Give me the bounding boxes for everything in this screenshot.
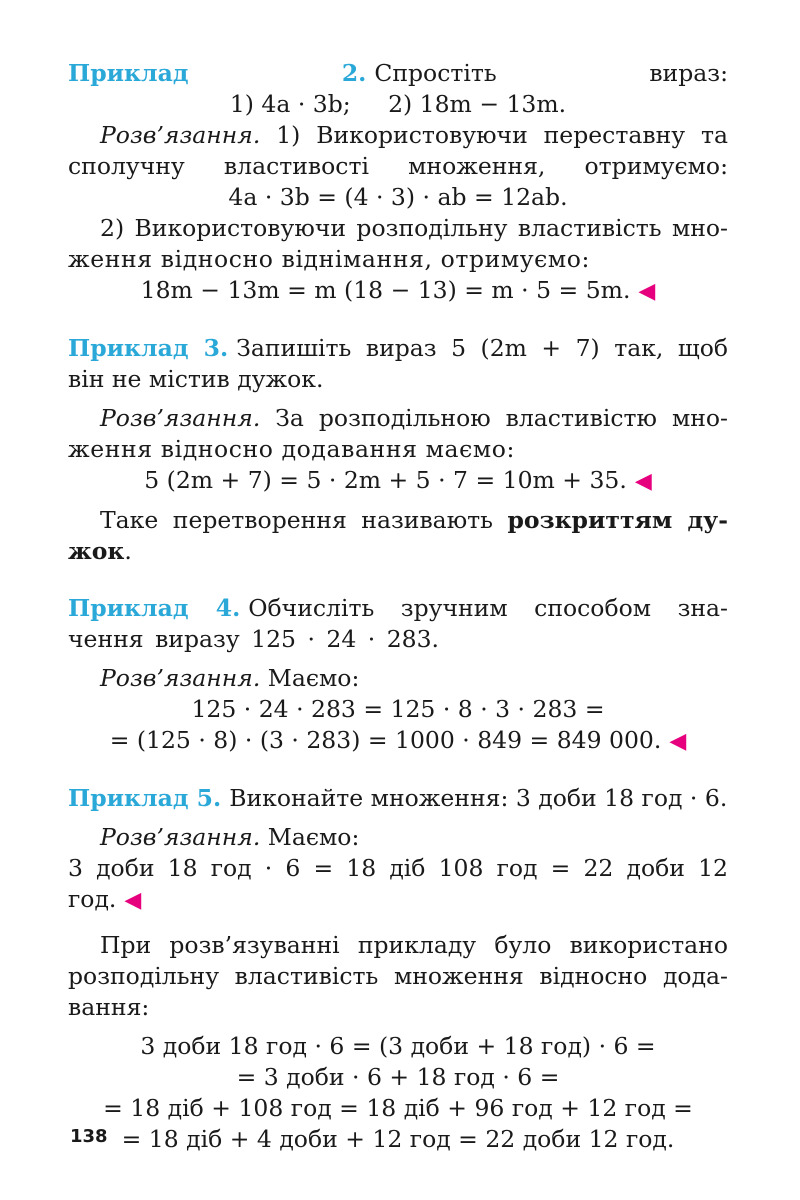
end-marker-icon: ◀ (634, 469, 652, 494)
ex2-formula1: 4a · 3b = (4 · 3) · ab = 12ab. (228, 183, 568, 211)
ex4-task1: Обчисліть зручним способом зна- (248, 594, 728, 622)
ex5-sol-line (68, 822, 728, 853)
ex2-task: Спростіть вираз: (374, 59, 728, 87)
ex5-calc2: = 3 доби · 6 + 18 год · 6 = (236, 1063, 560, 1091)
ex4-solution-label: Розв’язання. (100, 664, 261, 692)
ex3-task1: Запишіть вираз 5 (2m + 7) так, щоб (236, 334, 728, 362)
ex5-solution-label: Розв’язання. (100, 823, 261, 851)
ex4-formula2: = (125 · 8) · (3 · 283) = 1000 · 849 = 849 000. (109, 726, 662, 754)
ex3-note-term1: розкриттям ду- (507, 506, 728, 534)
ex3-sol-line1 (68, 403, 728, 434)
ex3-note-line2 (68, 536, 728, 567)
ex5-note1: При розв’язуванні прикладу було використано (100, 931, 728, 959)
ex5-sol-text: Маємо: (267, 823, 360, 851)
ex5-task: Виконайте множення: 3 доби 18 год · 6. (229, 784, 728, 812)
ex3-heading (68, 333, 728, 364)
ex3-note-end: . (124, 537, 132, 565)
ex5-formula-line (68, 853, 728, 916)
ex5-heading (68, 783, 728, 814)
ex3-note-term2: жок (68, 537, 125, 565)
ex5-note3: вання: (68, 993, 150, 1021)
ex5-calc4: = 18 діб + 4 доби + 12 год = 22 доби 12 год. (121, 1125, 675, 1153)
ex3-sol-text1: За розподільною властивістю мно- (275, 404, 728, 432)
ex3-solution-label: Розв’язання. (100, 404, 261, 432)
textbook-page (68, 58, 728, 1155)
ex3-task2: він не містив дужок. (68, 365, 324, 393)
ex2-items: 1) 4a · 3b; 2) 18m − 13m. (229, 90, 567, 118)
ex2-sol-line1 (68, 120, 728, 151)
end-marker-icon: ◀ (669, 729, 687, 754)
page-number: 138 (70, 1126, 108, 1147)
ex5-label: Приклад 5. (68, 784, 222, 812)
ex2-sol2-text2: ження відносно віднімання, отримуємо: (68, 245, 591, 273)
ex4-task2: чення виразу 125 · 24 · 283. (68, 625, 440, 653)
ex4-heading (68, 593, 728, 624)
ex2-sol1-text1: 1) Використовуючи переставну та (276, 121, 728, 149)
ex3-sol-text2: ження відносно додавання маємо: (68, 435, 515, 463)
ex2-sol1-text2: сполучну властивості множення, отримуємо: (68, 152, 728, 180)
ex3-label: Приклад 3. (68, 334, 229, 362)
ex4-formula1: 125 · 24 · 283 = 125 · 8 · 3 · 283 = (191, 695, 605, 723)
ex5-formula: 3 доби 18 год · 6 = 18 діб 108 год = 22 доби 12 год. (68, 854, 728, 913)
end-marker-icon: ◀ (124, 888, 142, 913)
end-marker-icon: ◀ (638, 279, 656, 304)
ex2-formula2-line (68, 275, 728, 307)
ex3-note-line1 (68, 505, 728, 536)
ex5-calc3: = 18 діб + 108 год = 18 діб + 96 год + 12 год = (103, 1094, 693, 1122)
ex5-calc1: 3 доби 18 год · 6 = (3 доби + 18 год) · 6 = (140, 1032, 656, 1060)
ex2-formula2: 18m − 13m = m (18 − 13) = m · 5 = 5m. (140, 276, 631, 304)
ex2-label: Приклад 2. (68, 59, 367, 87)
ex4-formula2-line (68, 725, 728, 757)
ex4-sol-line (68, 663, 728, 694)
ex3-formula-line (68, 465, 728, 497)
ex2-heading (68, 58, 728, 89)
ex4-label: Приклад 4. (68, 594, 241, 622)
ex4-sol-text: Маємо: (267, 664, 360, 692)
ex3-note-pre: Таке перетворення називають (100, 506, 493, 534)
ex2-solution-label: Розв’язання. (100, 121, 261, 149)
ex2-sol2-text1: 2) Використовуючи розподільну властивість мно- (100, 214, 728, 242)
ex3-formula: 5 (2m + 7) = 5 · 2m + 5 · 7 = 10m + 35. (144, 466, 627, 494)
ex5-note2: розподільну властивість множення відносно дода- (68, 962, 728, 990)
